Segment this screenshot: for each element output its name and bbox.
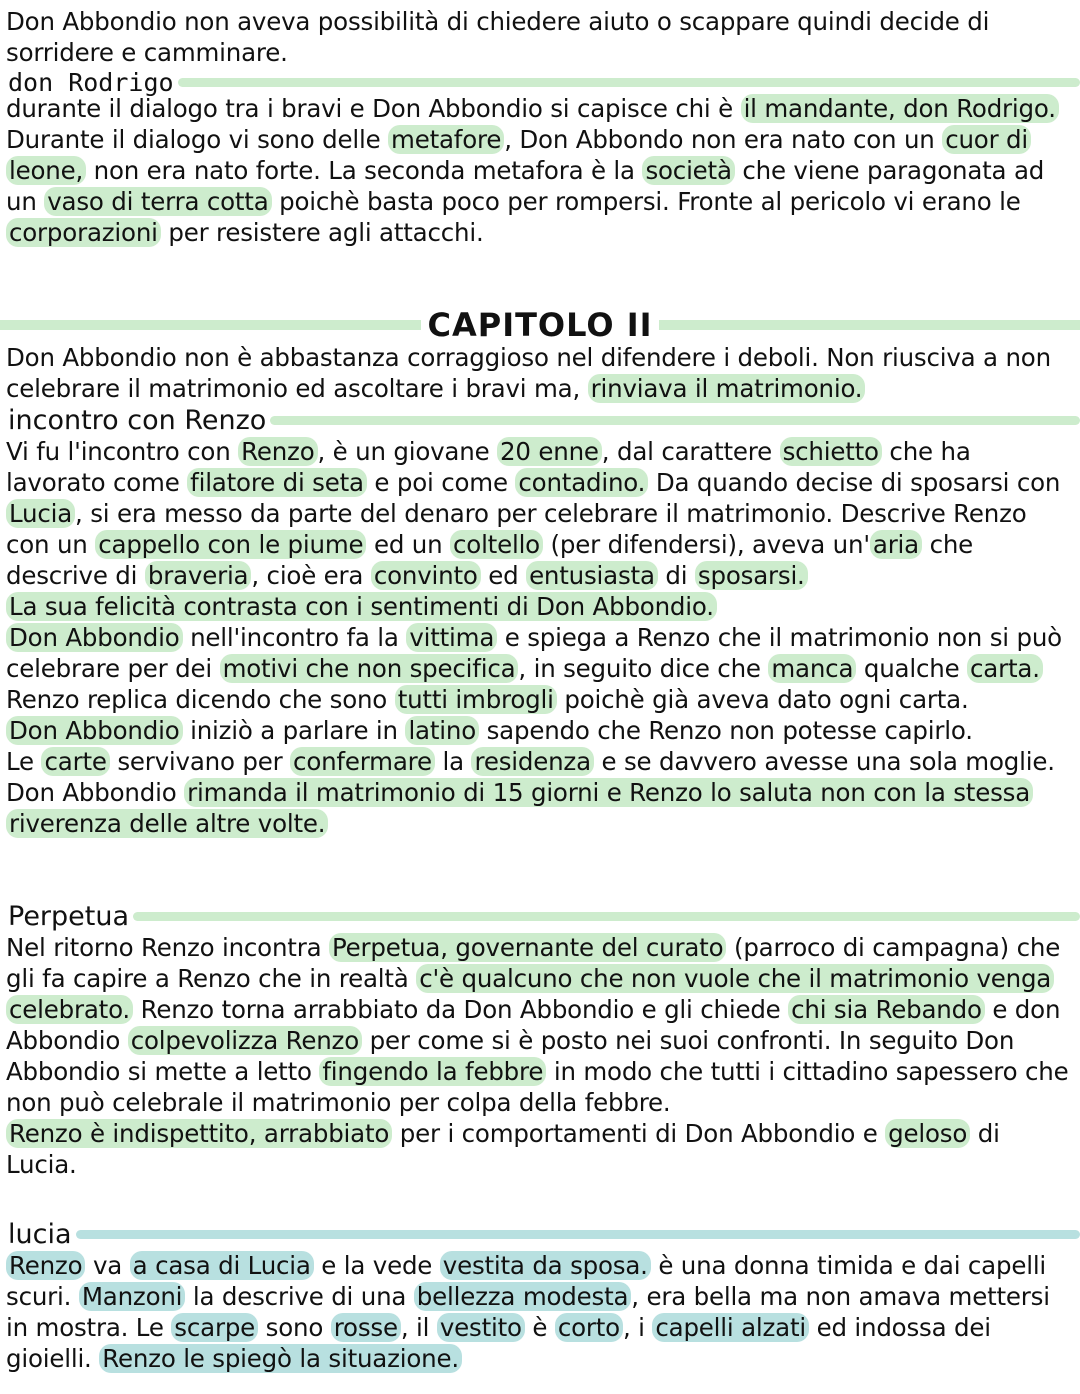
rodrigo-paragraph: durante il dialogo tra i bravi e Don Abbondio si capisce chi è il mandante, don Rodrigo. Durante il dialogo vi sono delle metafore , Don Abbondo non era nato con un cuor di leone, non era nato forte. La seconda metafora è la società che viene paragonata ad un vaso di terra cotta poichè basta poco per rompersi. Fronte al pericolo vi erano le corporazioni per resistere agli attacchi. (6, 93, 1074, 248)
highlight: corporazioni (6, 218, 161, 247)
highlight: Lucia (6, 499, 75, 528)
perpetua-paragraph: Nel ritorno Renzo incontra Perpetua, governante del curato (parroco di campagna) che gli fa capire a Renzo che in realtà c'è qualcuno che non vuole che il matrimonio venga celebrato. Renzo torna arrabbiato da Don Abbondio e gli chiede chi sia Rebando e don Abbondio colpevolizza Renzo per come si è posto nei suoi confronti. In seguito Don Abbondio si mette a letto fingendo la febbre in modo che tutti i cittadino sapessero che non può celebrale il matrimonio per colpa della febbre. Renzo è indispettito, arrabbiato per i comportamenti di Don Abbondio e geloso di Lucia. (6, 933, 1069, 1179)
highlight: coltello (450, 530, 543, 559)
subheading-perpetua (8, 900, 1080, 932)
highlight: colpevolizza Renzo (128, 1026, 362, 1055)
highlight: filatore di seta (187, 468, 367, 497)
subheading-label: incontro con Renzo (8, 404, 267, 436)
highlight: Renzo (238, 437, 317, 466)
highlight: cappello con le piume (95, 530, 366, 559)
subheading-label: don Rodrigo (8, 67, 174, 97)
highlight: Don Abbondio (6, 623, 183, 652)
highlight: manca (768, 654, 856, 683)
heading-underline (133, 912, 1080, 921)
subheading-label: Perpetua (8, 900, 130, 932)
highlight: contadino. (515, 468, 648, 497)
highlight: scarpe (171, 1313, 258, 1342)
subheading-incontro-renzo (8, 404, 1080, 436)
highlight: c'è qualcuno che non vuole che il matrimonio venga celebrato. (6, 964, 1054, 1024)
highlight: sposarsi. (695, 561, 808, 590)
highlight: cuor di leone, (6, 125, 1031, 185)
heading-underline (76, 1230, 1080, 1239)
highlight: Renzo le spiegò la situazione. (99, 1344, 462, 1373)
highlight: Renzo (6, 1251, 85, 1280)
highlight: entusiasta (526, 561, 658, 590)
highlight: rinviava il matrimonio. (588, 374, 866, 403)
highlight: motivi che non specifica (220, 654, 519, 683)
highlight: vittima (406, 623, 497, 652)
highlight: corto (555, 1313, 623, 1342)
highlight: geloso (885, 1119, 970, 1148)
highlight: società (642, 156, 734, 185)
highlight: bellezza modesta (414, 1282, 632, 1311)
highlight: fingendo la febbre (319, 1057, 546, 1086)
chapter-title: CAPITOLO II (427, 306, 653, 344)
intro-paragraph: Don Abbondio non aveva possibilità di chiedere aiuto o scappare quindi decide di sorridere e camminare. (6, 7, 990, 67)
highlight: metafore (388, 125, 504, 154)
renzo-paragraph: Vi fu l'incontro con Renzo , è un giovane 20 enne , dal carattere schietto che ha lavorato come filatore di seta e poi come contadino. Da quando decise di sposarsi con Lucia , si era messo da parte del denaro per celebrare il matrimonio. Descrive Renzo con un cappello con le piume ed un coltello (per difendersi), aveva un' aria che descrive di braveria , cioè era convinto ed entusiasta di sposarsi. La sua felicità contrasta con i sentimenti di Don Abbondio. Don Abbondio nell'incontro fa la vittima e spiega a Renzo che il matrimonio non si può celebrare per dei motivi che non specifica , in seguito dice che manca qualche carta. Renzo replica dicendo che sono tutti imbrogli poichè già aveva dato ogni carta. Don Abbondio iniziò a parlare in latino sapendo che Renzo non potesse capirlo. Le carte servivano per confermare la residenza e se davvero avesse una sola moglie. Don Abbondio rimanda il matrimonio di 15 giorni e Renzo lo saluta non con la stessa riverenza delle altre volte. (6, 437, 1062, 838)
highlight: 20 enne (497, 437, 602, 466)
highlight: Don Abbondio (6, 716, 183, 745)
chapter-line-right (659, 320, 1080, 330)
chapter-heading (0, 305, 1080, 345)
highlight: braveria (145, 561, 252, 590)
heading-underline (178, 78, 1080, 87)
highlight: latino (405, 716, 479, 745)
highlight: Perpetua, governante del curato (329, 933, 726, 962)
highlight: Renzo è indispettito, arrabbiato (6, 1119, 392, 1148)
highlight: schietto (780, 437, 882, 466)
highlight: rimanda il matrimonio di 15 giorni e Renzo lo saluta non con la stessa riverenza delle altre volte. (6, 778, 1033, 838)
highlight: carte (41, 747, 109, 776)
subheading-label: lucia (8, 1218, 72, 1250)
highlight: il mandante, don Rodrigo. (741, 94, 1059, 123)
highlight: a casa di Lucia (130, 1251, 314, 1280)
highlight: La sua felicità contrasta con i sentimenti di Don Abbondio. (6, 592, 717, 621)
highlight: capelli alzati (652, 1313, 809, 1342)
highlight: residenza (471, 747, 593, 776)
highlight: aria (870, 530, 922, 559)
heading-underline (270, 416, 1080, 425)
highlight: tutti imbrogli (395, 685, 557, 714)
highlight: chi sia Rebando (788, 995, 985, 1024)
subheading-lucia (8, 1218, 1080, 1250)
chapter-line-left (0, 320, 421, 330)
highlight: vestita da sposa. (440, 1251, 651, 1280)
chapter-intro-paragraph: Don Abbondio non è abbastanza corraggioso nel difendere i deboli. Non riusciva a non celebrare il matrimonio ed ascoltare i bravi ma, rinviava il matrimonio. (6, 343, 1051, 403)
highlight: confermare (290, 747, 435, 776)
highlight: vaso di terra cotta (44, 187, 271, 216)
lucia-paragraph: Renzo va a casa di Lucia e la vede vestita da sposa. è una donna timida e dai capelli scuri. Manzoni la descrive di una bellezza modesta , era bella ma non amava mettersi in mostra. Le scarpe sono rosse , il vestito è corto , i capelli alzati ed indossa dei gioielli. Renzo le spiegò la situazione. (6, 1251, 1050, 1373)
highlight: vestito (437, 1313, 525, 1342)
highlight: convinto (371, 561, 481, 590)
highlight: carta. (967, 654, 1043, 683)
highlight: Manzoni (79, 1282, 185, 1311)
highlight: rosse (331, 1313, 401, 1342)
